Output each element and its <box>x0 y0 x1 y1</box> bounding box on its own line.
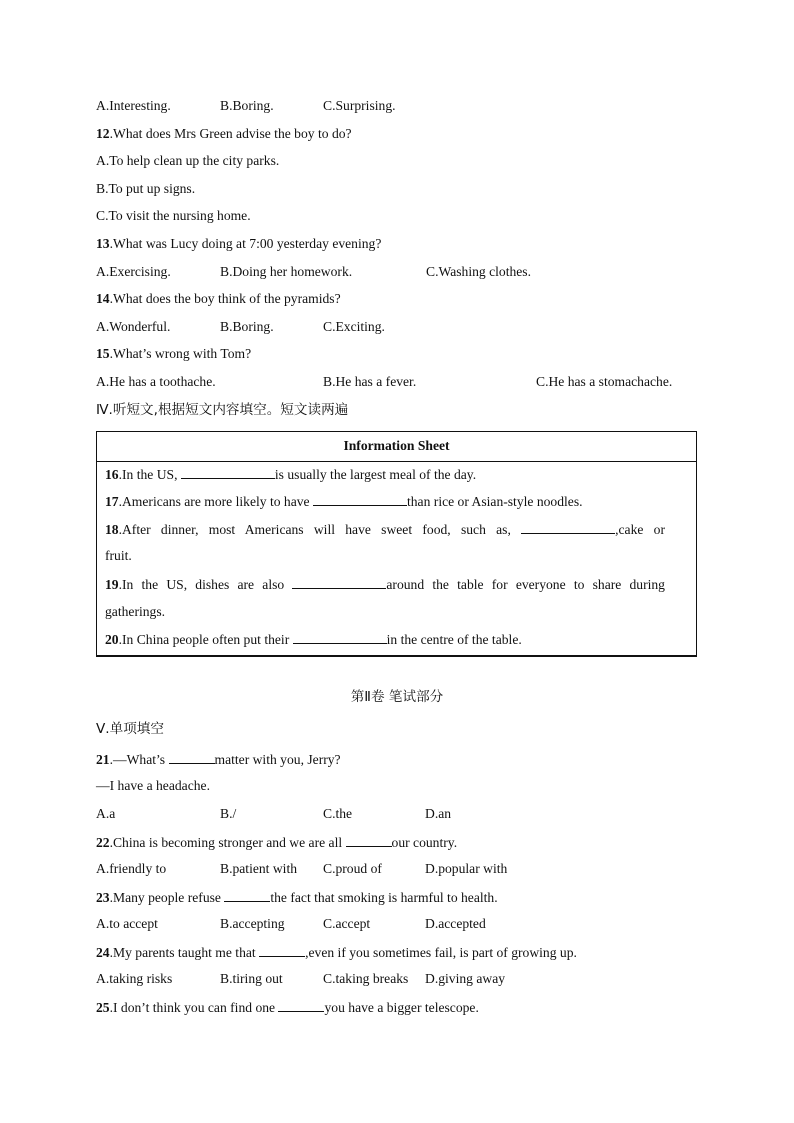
q15-stem <box>96 345 251 363</box>
q18-text-after: ,cake or <box>615 522 665 537</box>
q22-text-before: .China is becoming stronger and we are all <box>109 835 346 850</box>
q24-number: 24 <box>96 945 110 960</box>
q18-number: 18 <box>105 522 119 537</box>
q21-option-d: D.an <box>425 806 452 821</box>
q22-option-c: C.proud of <box>323 861 382 876</box>
q22-answer-blank[interactable] <box>346 833 392 847</box>
q19-number: 19 <box>105 577 119 592</box>
q24-text-before: .My parents taught me that <box>109 945 260 960</box>
q13-text: .What was Lucy doing at 7:00 yesterday evening? <box>109 236 382 251</box>
q21-number: 21 <box>96 752 110 767</box>
q14-option-b: B.Boring. <box>220 319 274 334</box>
q22-stem <box>96 833 457 852</box>
q20-text-after: in the centre of the table. <box>386 632 522 647</box>
q17-line <box>105 492 583 511</box>
q15-option-c: C.He has a stomachache. <box>536 374 673 389</box>
q20-line <box>105 630 522 649</box>
q20-number: 20 <box>105 632 119 647</box>
q17-text-before: .Americans are more likely to have <box>118 494 313 509</box>
q20-text-before: .In China people often put their <box>118 632 293 647</box>
q14-option-a: A.Wonderful. <box>96 319 171 334</box>
q22-option-b: B.patient with <box>220 861 298 876</box>
q12-text: .What does Mrs Green advise the boy to do? <box>109 126 352 141</box>
q24-option-d: D.giving away <box>425 971 506 986</box>
q23-text-before: .Many people refuse <box>109 890 225 905</box>
q25-stem <box>96 998 479 1017</box>
q25-answer-blank[interactable] <box>278 998 324 1012</box>
q16-text-before: .In the US, <box>118 467 181 482</box>
q23-option-a: A.to accept <box>96 916 158 931</box>
q17-number: 17 <box>105 494 119 509</box>
q21-reply: —I have a headache. <box>96 778 210 793</box>
q19-answer-blank[interactable] <box>292 575 386 589</box>
q22-option-a: A.friendly to <box>96 861 167 876</box>
q23-answer-blank[interactable] <box>224 888 270 902</box>
q12-option-a: A.To help clean up the city parks. <box>96 153 280 168</box>
q13-option-c: C.Washing clothes. <box>426 264 531 279</box>
q23-option-c: C.accept <box>323 916 371 931</box>
q12-option-c: C.To visit the nursing home. <box>96 208 251 223</box>
q14-text: .What does the boy think of the pyramids? <box>109 291 341 306</box>
q14-option-c: C.Exciting. <box>323 319 385 334</box>
q19-text-before: .In the US, dishes are also <box>118 577 293 592</box>
q21-text-before: .—What’s <box>109 752 169 767</box>
q15-option-a: A.He has a toothache. <box>96 374 216 389</box>
q11-option-b: B.Boring. <box>220 98 274 113</box>
q17-answer-blank[interactable] <box>313 492 407 506</box>
section4-title: Ⅳ.听短文,根据短文内容填空。短文读两遍 <box>96 402 349 418</box>
q18-line <box>105 520 665 539</box>
q22-option-d: D.popular with <box>425 861 508 876</box>
q25-number: 25 <box>96 1000 110 1015</box>
q24-text-after: ,even if you sometimes fail, is part of growing up. <box>305 945 577 960</box>
q21-answer-blank[interactable] <box>169 750 215 764</box>
q18-text-before: .After dinner, most Americans will have sweet food, such as, <box>118 522 522 537</box>
q11-option-c: C.Surprising. <box>323 98 396 113</box>
q23-option-b: B.accepting <box>220 916 285 931</box>
q13-option-b: B.Doing her homework. <box>220 264 353 279</box>
q13-stem <box>96 235 381 253</box>
q12-stem <box>96 125 352 143</box>
q15-option-b: B.He has a fever. <box>323 374 417 389</box>
q22-text-after: our country. <box>391 835 458 850</box>
q19-line-2: gatherings. <box>105 604 166 619</box>
part2-title: 第Ⅱ卷 笔试部分 <box>350 689 444 705</box>
q16-number: 16 <box>105 467 119 482</box>
q18-answer-blank[interactable] <box>521 520 615 534</box>
q16-line <box>105 465 476 484</box>
q13-option-a: A.Exercising. <box>96 264 171 279</box>
q17-text-after: than rice or Asian-style noodles. <box>406 494 583 509</box>
q19-text-after: around the table for everyone to share during <box>386 577 665 592</box>
information-sheet <box>96 431 697 657</box>
q24-option-c: C.taking breaks <box>323 971 409 986</box>
q24-answer-blank[interactable] <box>259 943 305 957</box>
q14-number: 14 <box>96 291 110 306</box>
q16-answer-blank[interactable] <box>181 465 275 479</box>
q13-number: 13 <box>96 236 110 251</box>
q21-option-b: B./ <box>220 806 237 821</box>
q25-text-before: .I don’t think you can find one <box>109 1000 279 1015</box>
q22-number: 22 <box>96 835 110 850</box>
q19-line <box>105 575 665 594</box>
q21-option-a: A.a <box>96 806 116 821</box>
q21-text-after: matter with you, Jerry? <box>214 752 341 767</box>
q23-stem <box>96 888 498 907</box>
q12-number: 12 <box>96 126 110 141</box>
q12-option-b: B.To put up signs. <box>96 181 196 196</box>
q23-number: 23 <box>96 890 110 905</box>
q24-stem <box>96 943 577 962</box>
q14-stem <box>96 290 341 308</box>
q15-number: 15 <box>96 346 110 361</box>
q15-text: .What’s wrong with Tom? <box>109 346 252 361</box>
section5-title: Ⅴ.单项填空 <box>96 721 164 737</box>
q21-option-c: C.the <box>323 806 353 821</box>
q18-line-2: fruit. <box>105 548 132 563</box>
q21-stem <box>96 750 341 769</box>
q25-text-after: you have a bigger telescope. <box>324 1000 479 1015</box>
q23-option-d: D.accepted <box>425 916 486 931</box>
q16-text-after: is usually the largest meal of the day. <box>274 467 477 482</box>
q20-answer-blank[interactable] <box>293 630 387 644</box>
information-sheet-title: Information Sheet <box>97 432 696 462</box>
q11-option-a: A.Interesting. <box>96 98 171 113</box>
q23-text-after: the fact that smoking is harmful to health. <box>270 890 498 905</box>
q24-option-b: B.tiring out <box>220 971 283 986</box>
q24-option-a: A.taking risks <box>96 971 173 986</box>
